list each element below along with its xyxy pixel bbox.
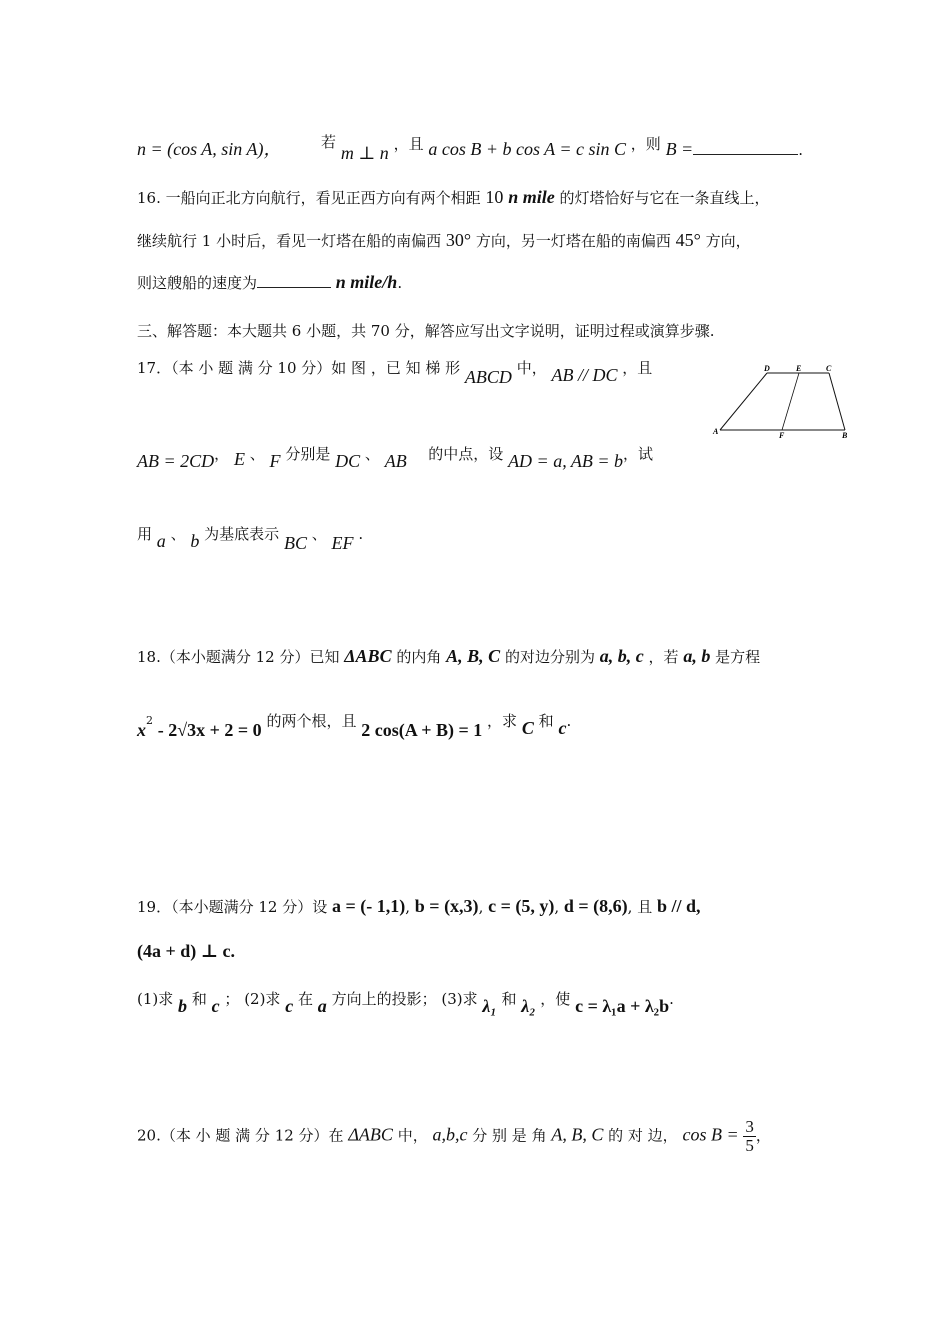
q18-condition: 2 cos(A + B) = 1 xyxy=(361,720,483,740)
edge-cb xyxy=(829,373,845,430)
q19-part3: (3)求 xyxy=(441,990,478,1008)
q19-b-def: b = (x,3) xyxy=(414,896,479,916)
q18-qiu: ，求 xyxy=(487,712,518,730)
q17-e: E xyxy=(233,449,245,469)
q17-dun4: 、 xyxy=(311,525,327,543)
q19-b: b xyxy=(178,996,188,1016)
q20-line1 xyxy=(137,1118,771,1155)
q20-lead: 20.（本 小 题 满 分 12 分）在 xyxy=(137,1126,344,1145)
q18-angles: A, B, C xyxy=(446,646,501,666)
q19-qie: 且 xyxy=(637,898,653,916)
q18-c: c xyxy=(558,718,567,738)
q18-eq-square: 2 xyxy=(146,714,153,727)
q19-c-2: c xyxy=(285,996,294,1016)
q16-line1 xyxy=(137,186,770,209)
segment-ef xyxy=(782,373,799,430)
q18-ab: a, b xyxy=(683,646,711,666)
answer-blank xyxy=(693,154,798,155)
q17-end: . xyxy=(358,525,364,543)
q16-text-2c: 方向， xyxy=(705,232,751,250)
q19-he: 和 xyxy=(191,990,207,1008)
q17-line2 xyxy=(137,442,654,471)
then-word: ，则 xyxy=(630,135,661,153)
q19-d-def: d = (8,6) xyxy=(563,896,628,916)
q19-end: . xyxy=(669,990,674,1008)
n-definition: n = (cos A, sin A)， xyxy=(137,139,282,159)
q20-cos-lhs: cos B = xyxy=(682,1124,739,1145)
q18-tworoots: 的两个根，且 xyxy=(266,712,357,730)
q17-f: F xyxy=(269,451,281,471)
q18-lead: 18.（本小题满分 12 分）已知 xyxy=(137,648,340,666)
edge-ad xyxy=(720,373,767,430)
q16-text-1a: 16. 一船向正北方向航行，看见正西方向有两个相距 xyxy=(137,189,481,207)
q18-ruo: ，若 xyxy=(648,648,679,666)
q19-shi: ，使 xyxy=(540,990,571,1008)
q20-duibian: 的 对 边， xyxy=(608,1126,678,1145)
q16-text-1b: 的灯塔恰好与它在一条直线上， xyxy=(559,189,770,207)
q18-line1 xyxy=(137,645,760,668)
q19-lambda2: λ₂ xyxy=(521,996,536,1016)
q16-line3 xyxy=(137,271,402,294)
label-b: B xyxy=(842,431,848,440)
q19-line3 xyxy=(137,987,674,1016)
q17-lead: 17．（本 小 题 满 分 10 分）如 图 ，已 知 梯 形 xyxy=(137,359,461,377)
q19-part1: (1)求 xyxy=(137,990,174,1008)
q16-distance-unit: n mile xyxy=(508,187,555,207)
q20-triangle: ΔABC xyxy=(348,1124,393,1145)
q16-answer-blank xyxy=(257,287,331,288)
q17-ef: EF xyxy=(331,533,354,553)
if-word: 若 xyxy=(321,133,337,151)
and-word: ，且 xyxy=(393,135,424,153)
q19-lead: 19．（本小题满分 12 分）设 xyxy=(137,898,328,916)
q17-dc: DC xyxy=(335,451,361,471)
q19-fangxiang: 方向上的投影； xyxy=(331,990,437,1008)
line-problem15 xyxy=(137,133,803,163)
q17-abcd: ABCD xyxy=(464,367,512,387)
q17-defs: AD = a, AB = b xyxy=(508,451,624,471)
q17-shi: ，试 xyxy=(623,445,654,463)
q18-duibian: 的对边分别为 xyxy=(504,648,595,666)
trapezoid-figure xyxy=(712,363,852,443)
q17-fenbieshi: 分别是 xyxy=(285,445,331,463)
q16-text-3a: 则这艘船的速度为 xyxy=(137,274,258,292)
q19-line1: 19．（本小题满分 12 分）设 a = (- 1,1), b = (x,3), c = (5, y), d = (8,6), 且 b // d, xyxy=(137,896,701,916)
q19-combination: c = λ₁a + λ₂b xyxy=(575,996,670,1016)
q20-angles: A, B, C xyxy=(551,1124,604,1145)
trig-equation: a cos B + b cos A = c sin C xyxy=(428,139,626,159)
q17-basis: 为基底表示 xyxy=(204,525,280,543)
q19-b-parallel-d: b // d, xyxy=(657,896,701,916)
label-c: C xyxy=(826,364,832,373)
label-d: D xyxy=(764,364,770,373)
section3-heading: 三、解答题：本大题共 6 小题，共 70 分，解答应写出文字说明，证明过程或演算步骤. xyxy=(137,322,715,340)
q17-bc: BC xyxy=(283,533,307,553)
q19-zai: 在 xyxy=(298,990,314,1008)
q18-he: 和 xyxy=(538,712,554,730)
q18-C: C xyxy=(521,718,534,738)
q19-a: a xyxy=(317,996,327,1016)
q19-semi: ； xyxy=(224,990,240,1008)
q19-perp-condition: (4a + d) ⊥ c. xyxy=(137,941,236,961)
q17-a: a xyxy=(156,531,166,551)
q20-numerator: 3 xyxy=(745,1117,754,1136)
q20-fraction xyxy=(743,1118,756,1155)
q20-sides: a,b,c xyxy=(432,1124,468,1145)
q17-b: b xyxy=(190,531,200,551)
q17-ab2cd: AB = 2CD xyxy=(137,451,215,471)
q16-period: . xyxy=(397,274,403,292)
q19-lambda1: λ₁ xyxy=(482,996,497,1016)
q16-distance: 10 xyxy=(485,187,504,207)
q18-line2 xyxy=(137,706,572,740)
q18-sides: a, b, c xyxy=(599,646,644,666)
q20-fenbieshijiao: 分 别 是 角 xyxy=(472,1126,547,1145)
label-a: A xyxy=(713,427,719,436)
q17-midpoint: 的中点，设 xyxy=(428,445,504,463)
q16-line2 xyxy=(137,229,751,252)
perp-condition: m ⊥ n xyxy=(340,143,389,163)
q18-neijiao: 的内角 xyxy=(396,648,442,666)
q17-dun3: 、 xyxy=(170,525,186,543)
q19-a-def: a = (- 1,1) xyxy=(332,896,406,916)
answer-prompt: B = xyxy=(665,139,694,159)
q20-denominator: 5 xyxy=(745,1136,754,1155)
q19-part2: (2)求 xyxy=(244,990,281,1008)
q18-shifangcheng: 是方程 xyxy=(715,648,761,666)
q20-end: ， xyxy=(755,1126,771,1145)
q17-line1 xyxy=(137,356,653,387)
q18-equation: - 2√3x + 2 = 0 xyxy=(157,720,262,740)
q17-ab: AB xyxy=(384,451,407,471)
q16-text-2b: 方向，另一灯塔在船的南偏西 xyxy=(475,232,671,250)
q17-yong: 用 xyxy=(137,525,153,543)
q19-c: c xyxy=(211,996,220,1016)
q19-c-def: c = (5, y) xyxy=(488,896,555,916)
q20-zhong: 中， xyxy=(397,1126,428,1145)
q16-speed-unit: n mile/h xyxy=(335,272,398,292)
q18-eq-x: x xyxy=(137,720,146,740)
q16-angle1: 30° xyxy=(445,230,472,250)
q16-text-2a: 继续航行 1 小时后，看见一灯塔在船的南偏西 xyxy=(137,232,442,250)
q18-end: . xyxy=(566,712,572,730)
q17-zhong: 中， xyxy=(516,359,547,377)
q17-dun2: 、 xyxy=(364,445,380,463)
label-e: E xyxy=(796,364,802,373)
q17-parallel: AB // DC xyxy=(551,365,618,385)
period: . xyxy=(798,141,803,159)
q18-triangle: ΔABC xyxy=(344,646,392,666)
q17-line3 xyxy=(137,522,364,553)
label-f: F xyxy=(779,431,785,440)
q17-dun1: 、 xyxy=(249,445,265,463)
q19-line2 xyxy=(137,940,235,963)
q17-qie: ，且 xyxy=(622,359,653,377)
q16-angle2: 45° xyxy=(675,230,701,250)
q17-sep: ， xyxy=(214,445,230,463)
q19-he-2: 和 xyxy=(501,990,517,1008)
